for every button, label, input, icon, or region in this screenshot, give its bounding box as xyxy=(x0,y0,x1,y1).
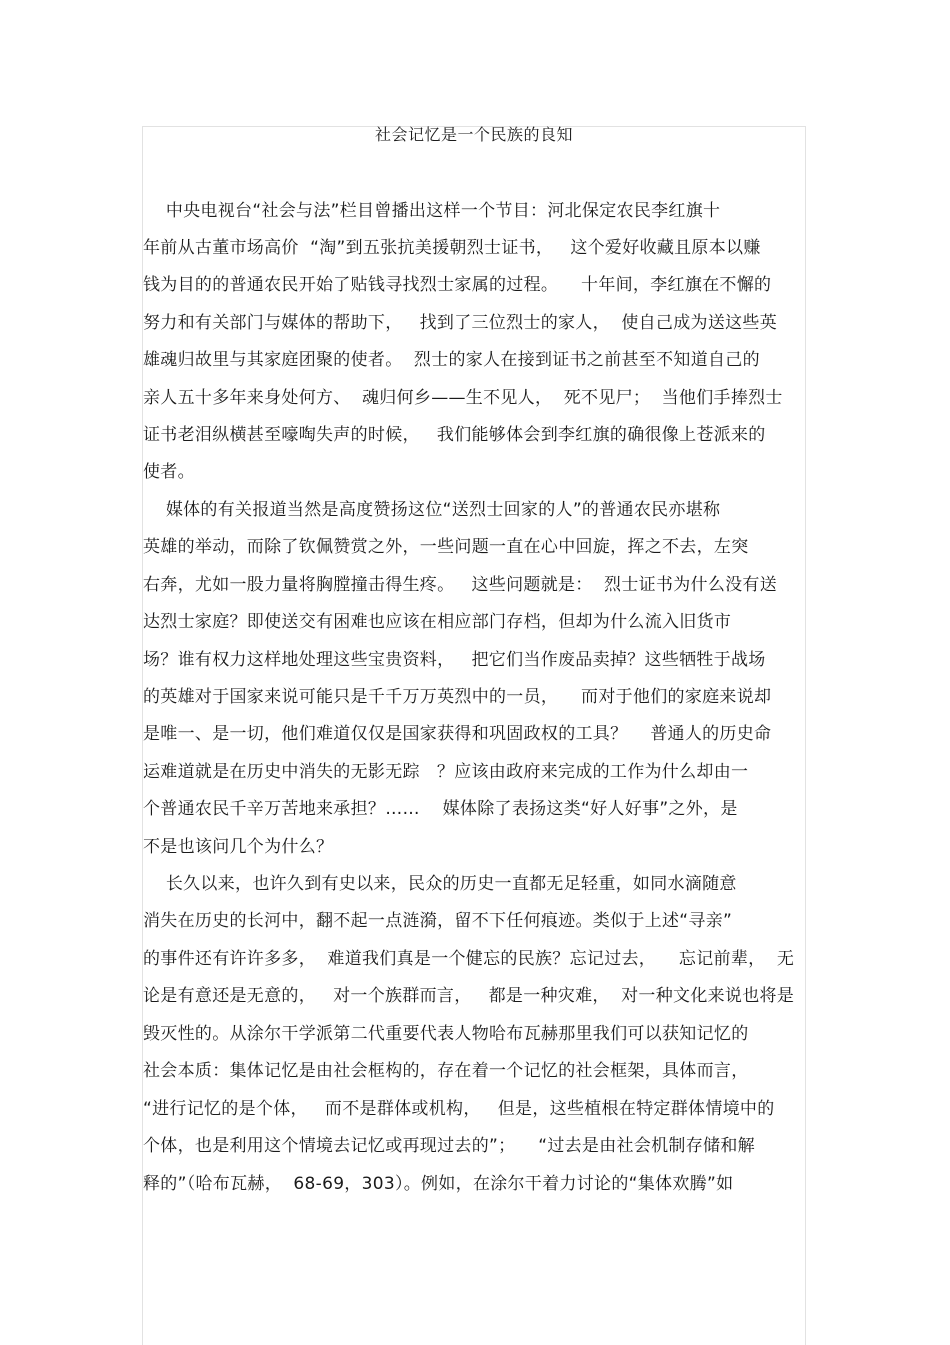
paragraph-line: 毁灭性的。从涂尔干学派第二代重要代表人物哈布瓦赫那里我们可以获知记忆的 xyxy=(143,1024,749,1044)
paragraph-line: 中央电视台“社会与法”栏目曾播出这样一个节目：河北保定农民李红旗十 xyxy=(143,201,721,221)
paragraph-line: 的事件还有许许多多， 难道我们真是一个健忘的民族？忘记过去， 忘记前辈， 无 xyxy=(143,949,795,969)
paragraph-line: 亲人五十多年来身处何方、 魂归何乡——生不见人， 死不见尸； 当他们手捧烈士 xyxy=(143,388,783,408)
paragraph-line: 个体，也是利用这个情境去记忆或再现过去的”； “过去是由社会机制存储和解 xyxy=(143,1136,755,1156)
paragraph-line: 社会本质：集体记忆是由社会框构的，存在着一个记忆的社会框架，具体而言， xyxy=(143,1061,749,1081)
paragraph-line: 不是也该问几个为什么？ xyxy=(143,837,334,857)
paragraph-line: 消失在历史的长河中，翻不起一点涟漪，留不下任何痕迹。类似于上述“寻亲” xyxy=(143,911,733,931)
paragraph-line: 钱为目的的普通农民开始了贴钱寻找烈士家属的过程。 十年间，李红旗在不懈的 xyxy=(143,275,772,295)
paragraph-line: 年前从古董市场高价 “淘”到五张抗美援朝烈士证书， 这个爱好收藏且原本以赚 xyxy=(143,238,761,258)
paragraph-line: 释的”（哈布瓦赫， 68-69，303）。例如，在涂尔干着力讨论的“集体欢腾”如 xyxy=(143,1174,734,1194)
paragraph-line: “进行记忆的是个体， 而不是群体或机构， 但是，这些植根在特定群体情境中的 xyxy=(143,1099,775,1119)
paragraph-line: 右奔，尤如一股力量将胸膛撞击得生疼。 这些问题就是： 烈士证书为什么没有送 xyxy=(143,575,778,595)
paragraph-line: 是唯一、是一切，他们难道仅仅是国家获得和巩固政权的工具？ 普通人的历史命 xyxy=(143,724,772,744)
paragraph-line: 雄魂归故里与其家庭团聚的使者。 烈士的家人在接到证书之前甚至不知道自己的 xyxy=(143,350,760,370)
paragraph-line: 论是有意还是无意的， 对一个族群而言， 都是一种灾难， 对一种文化来说也将是 xyxy=(143,986,795,1006)
paragraph-line: 场？谁有权力这样地处理这些宝贵资料， 把它们当作废品卖掉？这些牺牲于战场 xyxy=(143,650,766,670)
paragraph-line: 英雄的举动，而除了钦佩赞赏之外，一些问题一直在心中回旋，挥之不去，左突 xyxy=(143,537,749,557)
paragraph-line: 努力和有关部门与媒体的帮助下， 找到了三位烈士的家人， 使自己成为送这些英 xyxy=(143,313,778,333)
document-title: 社会记忆是一个民族的良知 xyxy=(374,125,573,144)
paragraph-line: 的英雄对于国家来说可能只是千千万万英烈中的一员， 而对于他们的家庭来说却 xyxy=(143,687,772,707)
paragraph-line: 长久以来，也许久到有史以来，民众的历史一直都无足轻重，如同水滴随意 xyxy=(143,874,737,894)
paragraph-line: 证书老泪纵横甚至嚎啕失声的时候， 我们能够体会到李红旗的确很像上苍派来的 xyxy=(143,425,766,445)
paragraph-line: 达烈士家庭？即使送交有困难也应该在相应部门存档，但却为什么流入旧货市 xyxy=(143,612,732,632)
paragraph-line: 媒体的有关报道当然是高度赞扬这位“送烈士回家的人”的普通农民亦堪称 xyxy=(143,500,721,520)
paragraph-line: 个普通农民千辛万苦地来承担？…… 媒体除了表扬这类“好人好事”之外，是 xyxy=(143,799,738,819)
paragraph-line: 使者。 xyxy=(143,462,195,482)
paragraph-line: 运难道就是在历史中消失的无影无踪 ？应该由政府来完成的工作为什么却由一 xyxy=(143,762,749,782)
